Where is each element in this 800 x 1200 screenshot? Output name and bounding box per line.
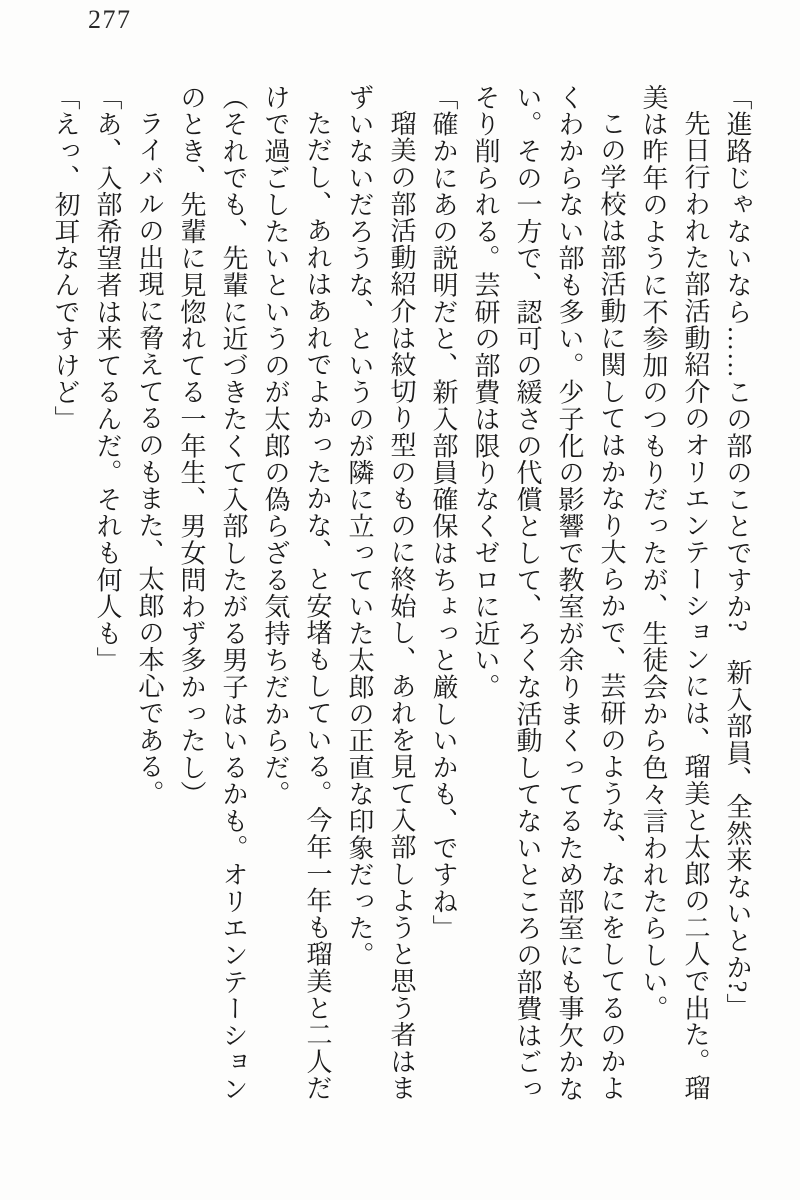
- paragraph-10: 「えっ、初耳なんですけど」: [51, 84, 80, 433]
- paragraph-4: 「確かにあの説明だと、新入部員確保はちょっと厳しいかも、ですね」: [429, 84, 458, 942]
- paragraph-8: ライバルの出現に脅えてるのもまた、太郎の本心である。: [135, 110, 164, 807]
- paragraph-3: この学校は部活動に関してはかなり大らかで、芸研のような、なにをしてるのかよくわからない部も多い。少子化の影響で教室が余りまくってるため部室にも事欠かない。その一方で、認可の緩さの代償として、ろくな活動してないところの部費はごっそり削られる。芸研の部費は限りなくゼロに近い。: [471, 84, 626, 1103]
- paragraph-6: ただし、あれはあれでよかったかな、と安堵もしている。今年一年も瑠美と二人だけで過ごしたいというのが太郎の偽らざる気持ちだからだ。: [261, 84, 332, 1102]
- page-number: 277: [88, 5, 132, 34]
- paragraph-2: 先日行われた部活動紹介のオリエンテーションには、瑠美と太郎の二人で出た。瑠美は昨年のように不参加のつもりだったが、生徒会から色々言われたらしい。: [639, 84, 710, 1102]
- text-block: [42, 84, 758, 1116]
- paragraph-1: 「進路じゃないなら……この部のことですか? 新入部員、全然来ないとか?」: [723, 84, 752, 1020]
- paragraph-7: （それでも、先輩に近づきたくて入部したがる男子はいるかも。オリエンテーションのとき、先輩に見惚れてる一年生、男女問わず多かったし）: [177, 84, 248, 1103]
- paragraph-5: 瑠美の部活動紹介は紋切り型のものに終始し、あれを見て入部しようと思う者はまずいないだろうな、というのが隣に立っていた太郎の正直な印象だった。: [345, 84, 416, 1102]
- paragraph-9: 「あ、入部希望者は来てるんだ。それも何人も」: [93, 84, 122, 674]
